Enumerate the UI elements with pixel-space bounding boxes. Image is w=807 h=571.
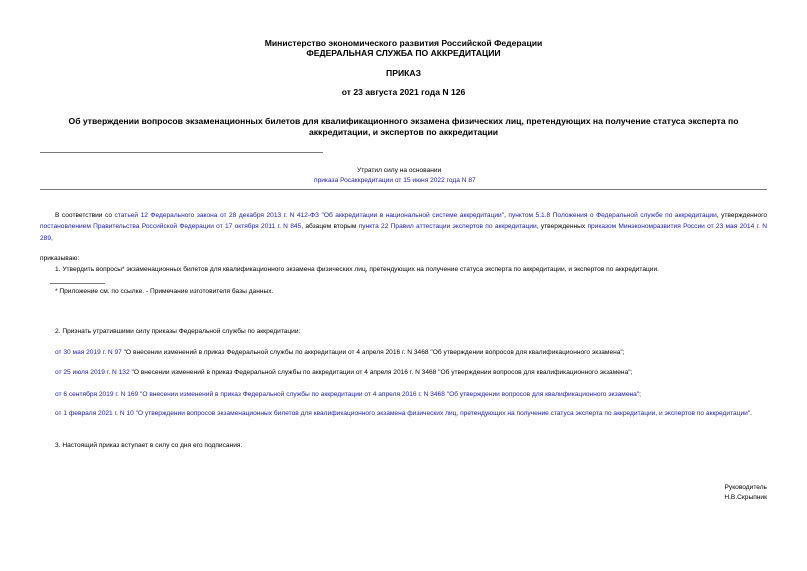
- order-item-1: 1. Утвердить вопросы* экзаменационных билетов для квалификационного экзамена физических лиц, претендующих на получение статуса эксперта по аккредитации, и экспертов по аккредитации.: [55, 266, 659, 273]
- repealed-order-1: от 30 мая 2019 г. N 97 "О внесении изменений в приказ Федеральной службы по аккредитации от 4 апреля 2016 г. N 3468 "Об утверждении вопросов для квалификационного экзамена";: [55, 349, 625, 356]
- status-link[interactable]: приказа Росаккредитации от 15 июня 2022 года N 87: [314, 177, 476, 184]
- repealed-order-2-link[interactable]: от 25 июля 2019 г. N 132: [55, 369, 130, 376]
- signatory-name: Н.В.Скрыпник: [724, 494, 767, 501]
- divider-bottom: [40, 189, 767, 190]
- regulation-link[interactable]: пунктом 5.1.8 Положения о Федеральной службе по аккредитации: [508, 212, 717, 219]
- repealed-order-2: от 25 июля 2019 г. N 132 "О внесении изменений в приказ Федеральной службы по аккредитации от 4 апреля 2016 г. N 3468 "Об утверждении вопросов для квалификационного экзамена";: [55, 369, 633, 376]
- service-name: ФЕДЕРАЛЬНАЯ СЛУЖБА ПО АККРЕДИТАЦИИ: [306, 48, 501, 58]
- law-link[interactable]: статьей 12 Федерального закона от 28 декабря 2013 г. N 412-ФЗ "Об аккредитации в национальной системе аккредитации": [114, 212, 505, 219]
- status-note: Утратил силу на основании: [357, 167, 442, 174]
- footnote-divider: [50, 283, 105, 284]
- document-date-number: от 23 августа 2021 года N 126: [341, 87, 466, 97]
- preamble: В соответствии со статьей 12 Федерального закона от 28 декабря 2013 г. N 412-ФЗ "Об аккредитации в национальной системе аккредитации", пунктом 5.1.8 Положения о Федеральной службе по аккредитации, утвержденного постановлением Правительства Российской Федерации от 17 октября 2011 г. N 845, абзацем вторым пункта 22 Правил аттестации экспертов по аккредитации, утвержденных приказом Минэкономразвития России от 23 мая 2014 г. N 289,: [40, 212, 767, 242]
- repealed-order-3-link[interactable]: от 6 сентября 2019 г. N 169 "О внесении изменений в приказ Федеральной службы по аккредитации от 4 апреля 2016 г. N 3468 "Об утверждении вопросов для квалификационного экзамена": [55, 391, 640, 398]
- rules-link[interactable]: пункта 22 Правил аттестации экспертов по аккредитации: [358, 223, 537, 231]
- footnote: * Приложение см. по ссылке. - Примечание изготовителя базы данных.: [55, 288, 274, 295]
- order-item-3: 3. Настоящий приказ вступает в силу со дня его подписания.: [55, 442, 243, 449]
- ministry-order-link[interactable]: приказом Минэкономразвития России от 23 мая 2014 г. N 289: [40, 223, 767, 242]
- document-title: Об утверждении вопросов экзаменационных билетов для квалификационного экзамена физических лиц, претендующих на получение статуса эксперта по аккредитации, и экспертов по аккредитации: [68, 116, 739, 137]
- divider-top: [40, 152, 323, 153]
- order-item-2: 2. Признать утратившими силу приказы Федеральной службы по аккредитации:: [55, 328, 301, 335]
- resolution-link[interactable]: постановлением Правительства Российской Федерации от 17 октября 2011 г. N 845: [40, 223, 302, 231]
- signatory-position: Руководитель: [724, 484, 767, 491]
- repealed-order-3: от 6 сентября 2019 г. N 169 "О внесении изменений в приказ Федеральной службы по аккредитации от 4 апреля 2016 г. N 3468 "Об утверждении вопросов для квалификационного экзамена";: [55, 391, 641, 398]
- ministry-name: Министерство экономического развития Российской Федерации: [264, 38, 543, 48]
- order-word: приказываю:: [40, 255, 80, 262]
- document-type: ПРИКАЗ: [386, 68, 421, 78]
- repealed-order-1-link[interactable]: от 30 мая 2019 г. N 97: [55, 349, 122, 356]
- repealed-order-4: от 1 февраля 2021 г. N 10 "О утверждении вопросов экзаменационных билетов для квалификационного экзамена физических лиц, претендующих на получение статуса эксперта по аккредитации, и экспертов по аккредитации".: [55, 410, 753, 417]
- repealed-order-4-link[interactable]: от 1 февраля 2021 г. N 10 "О утверждении вопросов экзаменационных билетов для квалификационного экзамена физических лиц, претендующих на получение статуса эксперта по аккредитации, и экспертов по аккредитации": [55, 410, 751, 417]
